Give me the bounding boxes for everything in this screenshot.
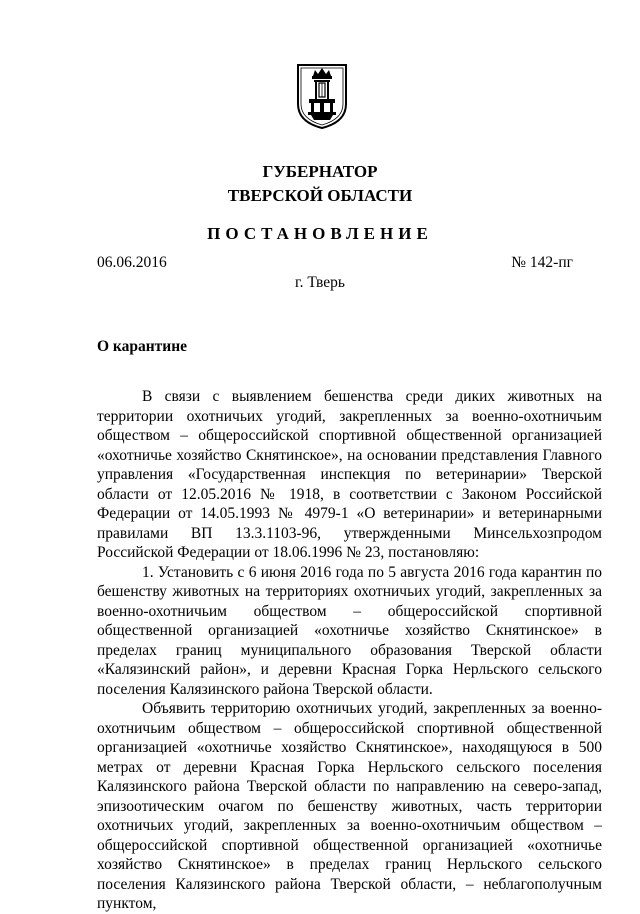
issuer-title-line1: ГУБЕРНАТОР: [262, 162, 378, 181]
document-number: № 142-пг: [511, 254, 573, 271]
document-subject: О карантине: [97, 338, 188, 355]
body-paragraph-declaration: Объявить территорию охотничьих угодий, закрепленных за военно-охотничьим обществом – общероссийской спортивной общественной организацией «охотничье хозяйство Скнятинское», находящуюся в 500 метрах от деревни Красная Горка Нерльского сельского поселения Калязинского района Тверской области по направлению на северо-запад, эпизоотическим очагом по бешенству животных, часть территории охотничьих угодий, закрепленных за военно-охотничьим обществом – общероссийской спортивной общественной организацией «охотничье хозяйство Скнятинское» в пределах границ Нерльского сельского поселения Калязинского района Тверской области, – неблагополучным пунктом,: [97, 700, 602, 912]
document-city: г. Тверь: [295, 274, 345, 291]
issuer-title-line2: ТВЕРСКОЙ ОБЛАСТИ: [227, 186, 413, 205]
document-date: 06.06.2016: [97, 254, 167, 271]
document-body: [97, 387, 602, 914]
tver-coat-of-arms-icon: [295, 62, 349, 130]
document-type-title: ПОСТАНОВЛЕНИЕ: [207, 224, 433, 243]
body-paragraph-item-1: 1. Установить с 6 июня 2016 года по 5 августа 2016 года карантин по бешенству животных на территориях охотничьих угодий, закрепленных за военно-охотничьим обществом – общероссийской спортивной общественной организацией «охотничье хозяйство Скнятинское» в пределах границ муниципального образования Тверской области «Калязинский район», и деревни Красная Горка Нерльского сельского поселения Калязинского района Тверской области.: [97, 563, 602, 698]
body-paragraph-preamble: В связи с выявлением бешенства среди диких животных на территории охотничьих угодий, закрепленных за военно-охотничьим обществом – общероссийской спортивной общественной организацией «охотничье хозяйство Скнятинское», на основании представления Главного управления «Государственная инспекция по ветеринарии» Тверской области от 12.05.2016 № 1918, в соответствии с Законом Российской Федерации от 14.05.1993 № 4979-1 «О ветеринарии» и ветеринарными правилами ВП 13.3.1103-96, утвержденными Минсельхозпродом Российской Федерации от 18.06.1996 № 23, постановляю:: [97, 388, 602, 561]
